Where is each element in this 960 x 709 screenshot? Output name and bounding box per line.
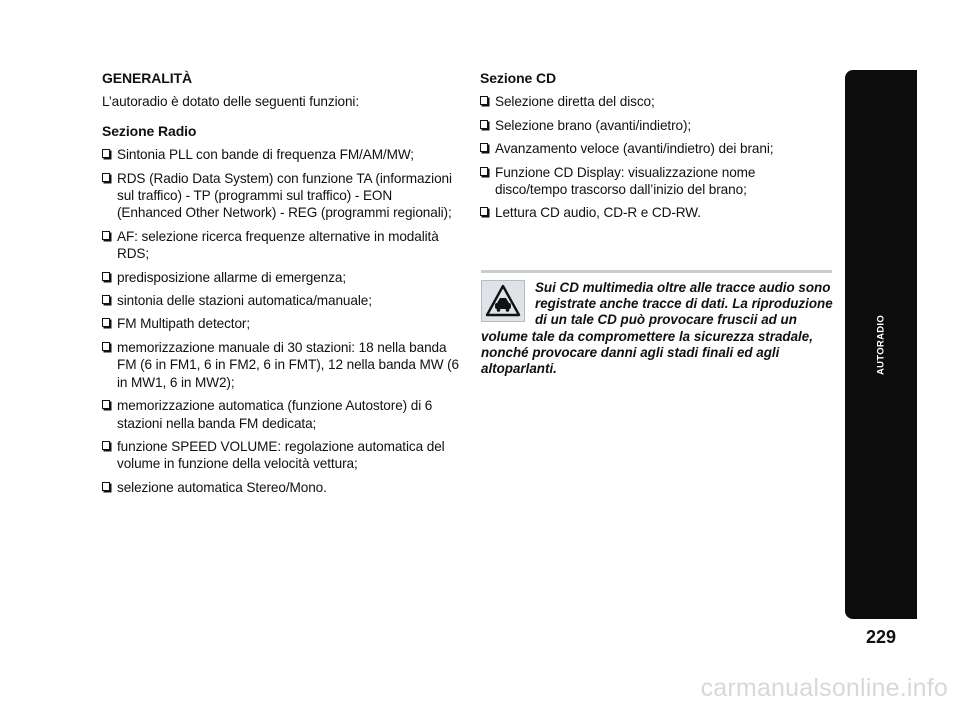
cd-section-title: Sezione CD [480, 70, 557, 86]
checkbox-bullet-icon [102, 342, 110, 351]
checkbox-bullet-icon [480, 143, 488, 152]
list-item-text: Sintonia PLL con bande di frequenza FM/AM/MW; [117, 147, 414, 163]
car-warning-triangle-icon [481, 280, 525, 322]
chapter-tab-label: AUTORADIO [875, 314, 887, 375]
list-item [102, 479, 460, 496]
warning-note [481, 280, 833, 377]
list-item [102, 315, 460, 332]
list-item [480, 164, 798, 199]
intro-text: L’autoradio è dotato delle seguenti funzioni: [102, 94, 360, 110]
checkbox-bullet-icon [102, 173, 110, 182]
list-item [102, 269, 460, 286]
list-item [480, 117, 798, 134]
radio-section-title: Sezione Radio [102, 122, 197, 139]
list-item-text: RDS (Radio Data System) con funzione TA (informazioni sul traffico) - TP (programmi sul traffico) - EON (Enhanced Other Network) - REG (programmi regionali); [117, 170, 452, 221]
checkbox-bullet-icon [102, 441, 110, 450]
list-item-text: predisposizione allarme di emergenza; [117, 269, 347, 285]
list-item [102, 292, 460, 309]
warning-text: Sui CD multimedia oltre alle tracce audio sono registrate anche tracce di dati. La riproduzione di un tale CD può provocare fruscii ad un volume tale da compromettere la sicurezza stradale, nonché provocare danni agli stadi finali ed agli altoparlanti. [481, 280, 833, 377]
list-item [102, 228, 460, 263]
checkbox-bullet-icon [480, 120, 488, 129]
warning-divider [481, 270, 832, 273]
list-item-text: sintonia delle stazioni automatica/manuale; [117, 293, 372, 309]
page-number: 229 [865, 627, 897, 647]
watermark: carmanualsonline.info [700, 674, 948, 702]
checkbox-bullet-icon [480, 167, 488, 176]
list-item-text: AF: selezione ricerca frequenze alternative in modalità RDS; [117, 228, 439, 262]
checkbox-bullet-icon [102, 295, 110, 304]
radio-feature-list [102, 146, 460, 496]
checkbox-bullet-icon [102, 482, 110, 491]
list-item-text: Avanzamento veloce (avanti/indietro) dei brani; [495, 141, 774, 157]
list-item-text: selezione automatica Stereo/Mono. [117, 479, 327, 495]
checkbox-bullet-icon [102, 231, 110, 240]
chapter-side-tab [845, 70, 917, 619]
list-item-text: funzione SPEED VOLUME: regolazione automatica del volume in funzione della velocità vettura; [117, 438, 445, 472]
list-item [480, 93, 798, 110]
list-item [102, 397, 460, 432]
list-item [102, 438, 460, 473]
list-item-text: Funzione CD Display: visualizzazione nome disco/tempo trascorso dall’inizio del brano; [495, 164, 756, 198]
checkbox-bullet-icon [480, 96, 488, 105]
left-column [102, 70, 460, 502]
checkbox-bullet-icon [102, 272, 110, 281]
list-item [480, 204, 798, 221]
checkbox-bullet-icon [102, 149, 110, 158]
list-item [102, 339, 460, 391]
list-item-text: memorizzazione automatica (funzione Autostore) di 6 stazioni nella banda FM dedicata; [117, 398, 433, 431]
list-item-text: FM Multipath detector; [117, 316, 251, 332]
list-item [102, 170, 460, 222]
list-item-text: Lettura CD audio, CD-R e CD-RW. [495, 205, 701, 221]
checkbox-bullet-icon [102, 318, 110, 327]
right-column [480, 70, 798, 228]
list-item-text: memorizzazione manuale di 30 stazioni: 18 nella banda FM (6 in FM1, 6 in FM2, 6 in FMT), 12 nella banda MW (6 in MW1, 6 in MW2); [117, 339, 459, 390]
section-heading-generalita: GENERALITÀ [102, 70, 193, 86]
list-item [102, 146, 460, 163]
checkbox-bullet-icon [102, 400, 110, 409]
cd-feature-list [480, 93, 798, 221]
checkbox-bullet-icon [480, 207, 488, 216]
list-item-text: Selezione diretta del disco; [495, 94, 655, 110]
list-item-text: Selezione brano (avanti/indietro); [495, 117, 692, 133]
list-item [480, 140, 798, 157]
